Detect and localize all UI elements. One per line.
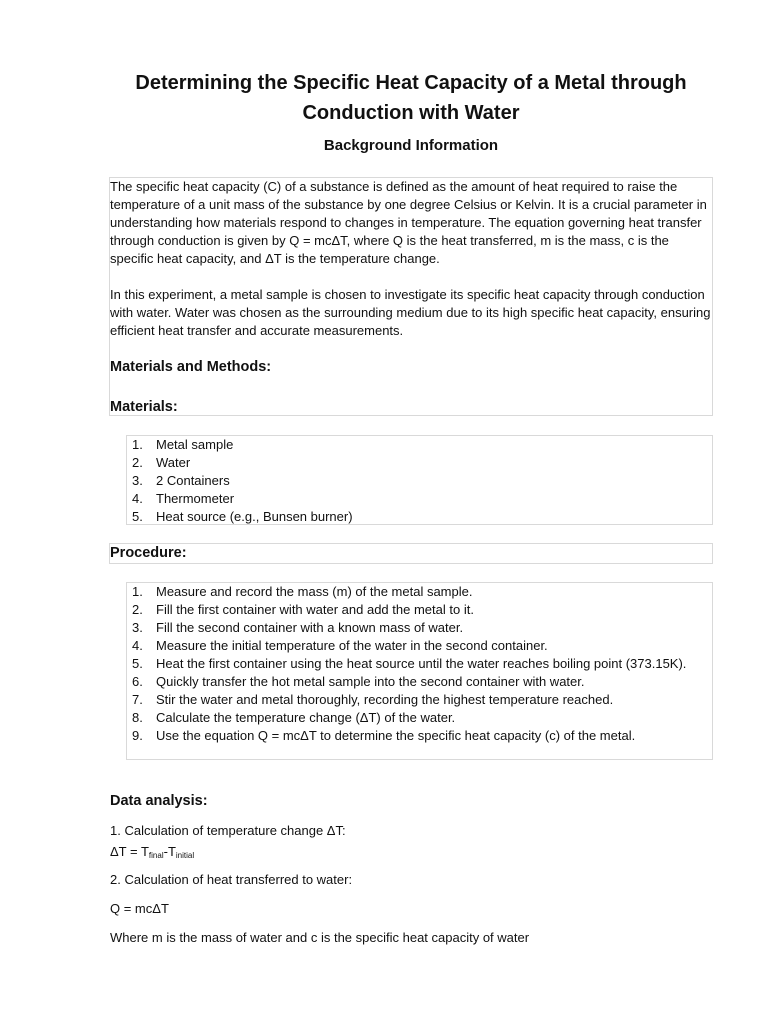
list-item: 4. Thermometer	[132, 491, 235, 506]
list-item: 2. Fill the first container with water and add the metal to it.	[132, 602, 474, 617]
list-item: 2. Water	[132, 455, 191, 470]
data-analysis-heading: Data analysis:	[110, 793, 208, 809]
temperature-change-formula: $\Delta T = T_{final}-T_{initial}$	[110, 844, 195, 860]
list-item: 3. Fill the second container with a known mass of water.	[132, 620, 464, 635]
procedure-heading-box	[109, 543, 713, 564]
procedure-list	[127, 583, 711, 745]
list-item: 1. Measure and record the mass (m) of the metal sample.	[132, 584, 473, 599]
document-title: Determining the Specific Heat Capacity of a Metal through Conduction with Water	[135, 72, 687, 124]
section-subtitle: Background Information	[323, 137, 499, 154]
materials-heading: Materials:	[110, 399, 178, 415]
list-item: 6. Quickly transfer the hot metal sample into the second container with water.	[132, 674, 585, 689]
list-item: 1. Metal sample	[132, 437, 234, 452]
list-item: 8. Calculate the temperature change (ΔT) of the water.	[132, 710, 456, 725]
calc-heat-transferred-label: 2. Calculation of heat transferred to water:	[110, 872, 353, 887]
list-item: 7. Stir the water and metal thoroughly, recording the highest temperature reached.	[132, 692, 614, 707]
procedure-heading: Procedure:	[110, 545, 187, 561]
background-paragraph-2: In this experiment, a metal sample is chosen to investigate its specific heat capacity through conduction with water. Water was chosen as the surrounding medium due to its high specific heat capacity, ensuring efficient heat transfer and accurate measurements.	[110, 287, 711, 338]
list-item: 5. Heat the first container using the heat source until the water reaches boiling point (373.15K).	[132, 656, 687, 671]
list-item: 3. 2 Containers	[132, 473, 230, 488]
list-item: 5. Heat source (e.g., Bunsen burner)	[132, 509, 353, 524]
heat-transfer-formula: Q = mcΔT	[110, 901, 169, 916]
list-item: 9. Use the equation Q = mcΔT to determine the specific heat capacity (c) of the metal.	[132, 728, 636, 743]
list-item: 4. Measure the initial temperature of the water in the second container.	[132, 638, 548, 653]
formula-note: Where m is the mass of water and c is the specific heat capacity of water	[110, 930, 530, 945]
materials-methods-heading: Materials and Methods:	[110, 359, 272, 375]
background-paragraph-1: The specific heat capacity (C) of a substance is defined as the amount of heat required to raise the temperature of a unit mass of the substance by one degree Celsius or Kelvin. It is a crucial parameter in understanding how materials respond to changes in temperature. The equation governing heat transfer through conduction is given by Q = mcΔT, where Q is the heat transferred, m is the mass, c is the specific heat capacity, and ΔT is the temperature change.	[110, 179, 707, 266]
calc-temperature-change-label: 1. Calculation of temperature change ΔT:	[110, 823, 346, 838]
materials-list	[127, 436, 711, 526]
